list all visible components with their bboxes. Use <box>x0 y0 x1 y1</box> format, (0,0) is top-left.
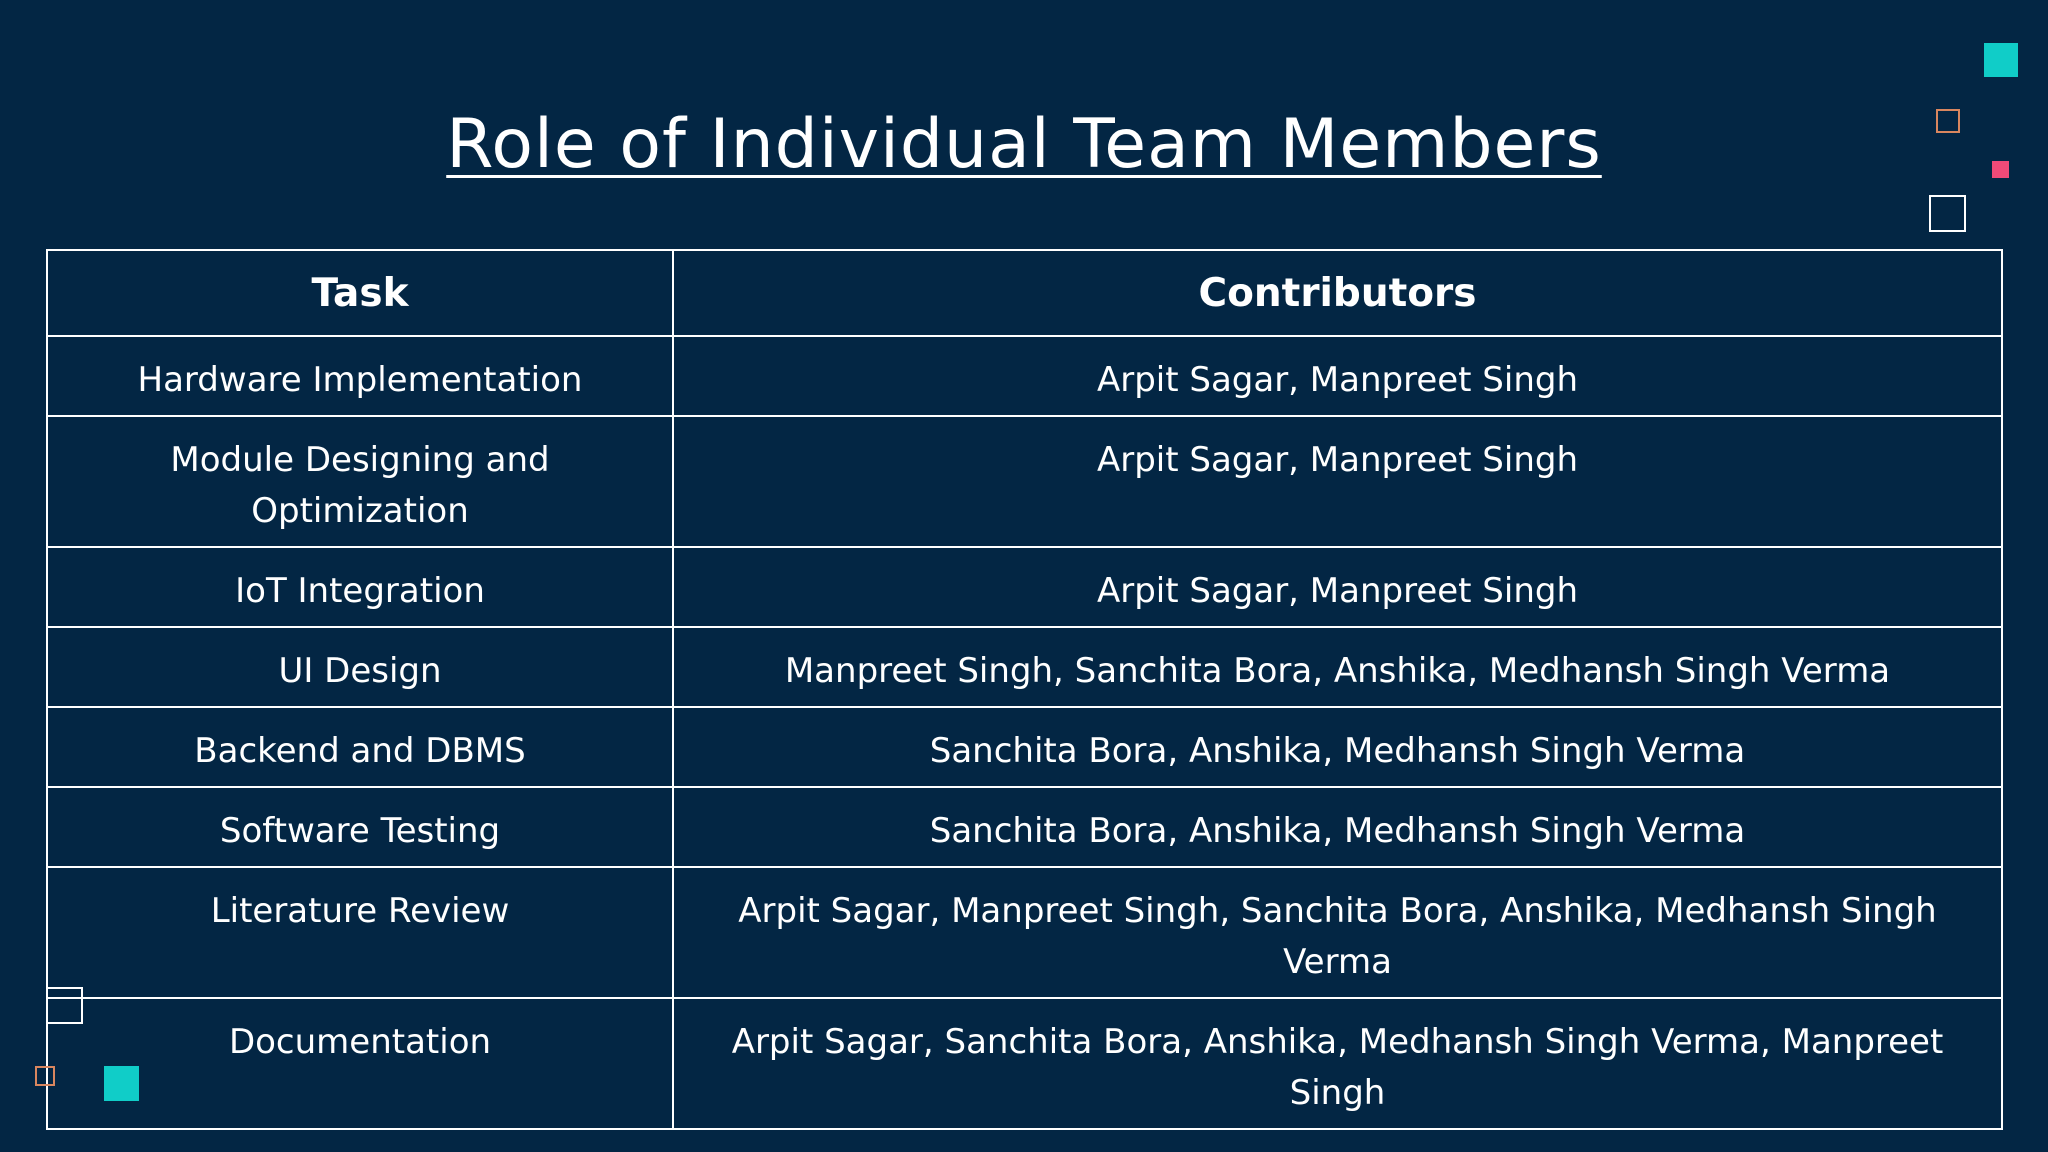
contributors-cell: Sanchita Bora, Anshika, Medhansh Singh Verma <box>673 707 2002 787</box>
table-row <box>47 867 2002 998</box>
contributors-cell: Arpit Sagar, Sanchita Bora, Anshika, Medhansh Singh Verma, Manpreet Singh <box>673 998 2002 1129</box>
task-cell: Literature Review <box>47 867 673 998</box>
table-row <box>47 547 2002 627</box>
task-cell: Software Testing <box>47 787 673 867</box>
contributors-cell: Arpit Sagar, Manpreet Singh, Sanchita Bora, Anshika, Medhansh Singh Verma <box>673 867 2002 998</box>
table-row <box>47 998 2002 1129</box>
white-outline-square-decoration <box>46 987 83 1024</box>
header-task: Task <box>47 250 673 336</box>
table-row <box>47 787 2002 867</box>
team-roles-table <box>46 249 2003 1130</box>
task-cell: Module Designing and Optimization <box>47 416 673 547</box>
table-row <box>47 336 2002 416</box>
table-header-row <box>47 250 2002 336</box>
task-cell: UI Design <box>47 627 673 707</box>
contributors-cell: Arpit Sagar, Manpreet Singh <box>673 547 2002 627</box>
table-row <box>47 416 2002 547</box>
orange-outline-square-decoration <box>1936 109 1960 133</box>
task-cell: Hardware Implementation <box>47 336 673 416</box>
pink-square-decoration <box>1992 161 2009 178</box>
contributors-cell: Manpreet Singh, Sanchita Bora, Anshika, Medhansh Singh Verma <box>673 627 2002 707</box>
table-row <box>47 627 2002 707</box>
task-cell: Documentation <box>47 998 673 1129</box>
contributors-cell: Arpit Sagar, Manpreet Singh <box>673 336 2002 416</box>
header-contributors: Contributors <box>673 250 2002 336</box>
teal-square-decoration <box>1984 43 2018 77</box>
contributors-cell: Sanchita Bora, Anshika, Medhansh Singh Verma <box>673 787 2002 867</box>
orange-outline-square-decoration <box>35 1066 55 1086</box>
teal-square-decoration <box>104 1066 139 1101</box>
white-outline-square-decoration <box>1929 195 1966 232</box>
task-cell: Backend and DBMS <box>47 707 673 787</box>
slide-title: Role of Individual Team Members <box>446 105 1602 184</box>
table-row <box>47 707 2002 787</box>
task-cell: IoT Integration <box>47 547 673 627</box>
contributors-cell: Arpit Sagar, Manpreet Singh <box>673 416 2002 547</box>
team-roles-table-container <box>46 249 2001 1113</box>
